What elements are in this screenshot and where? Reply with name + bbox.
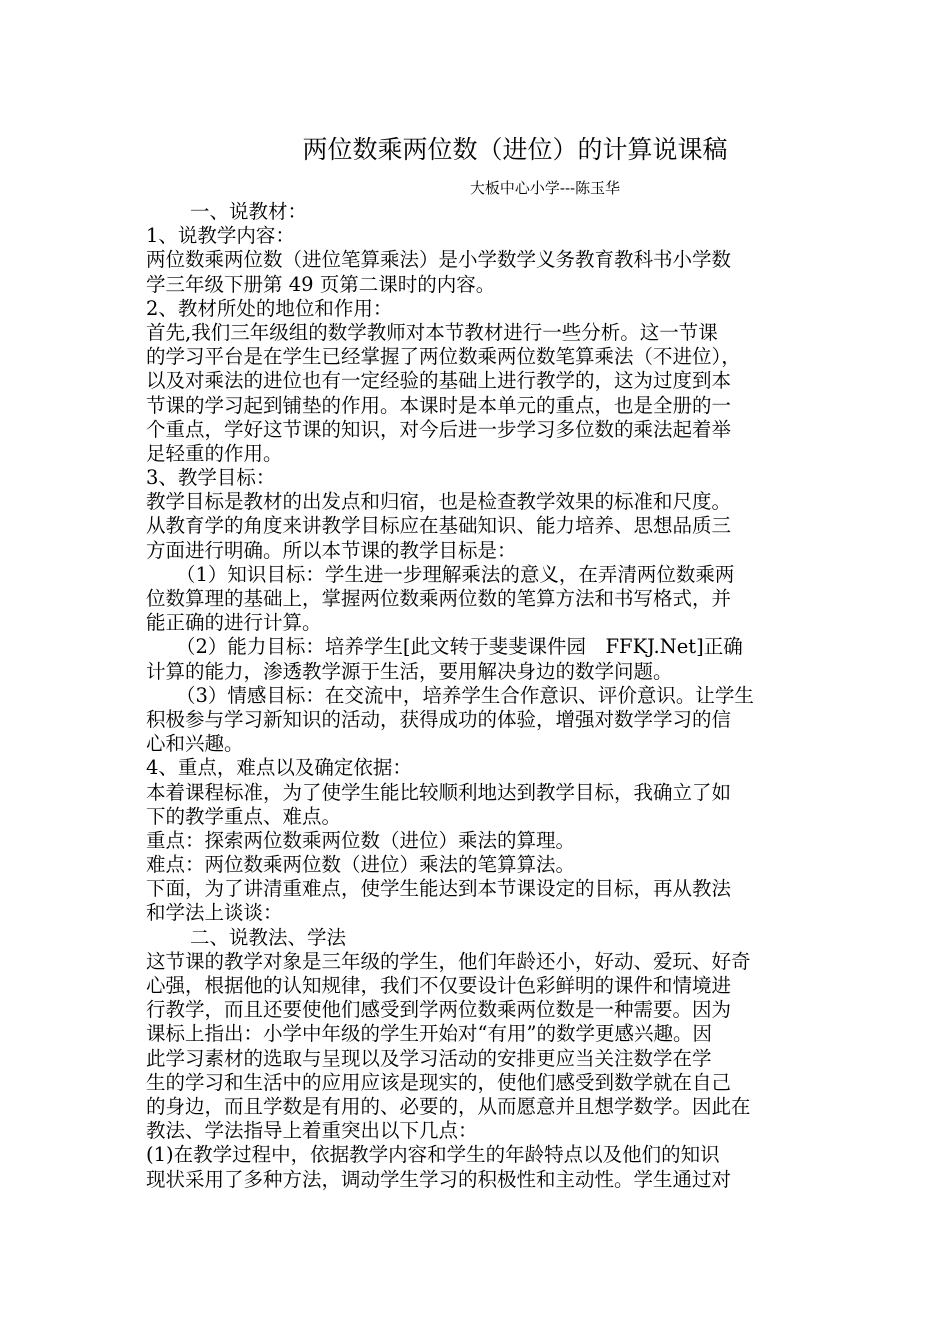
paragraph-line: 行教学，而且还要使他们感受到学两位数乘两位数是一种需要。因为 (146, 998, 732, 1022)
paragraph-line: 以及对乘法的进位也有一定经验的基础上进行教学的，这为过度到本 (146, 369, 732, 393)
paragraph-line: 能正确的进行计算。 (146, 611, 322, 635)
paragraph-line: 方面进行明确。所以本节课的教学目标是： (146, 538, 517, 562)
objective-line: （2）能力目标：培养学生[此文转于斐斐课件园 FFKJ.Net]正确 (176, 635, 743, 659)
paragraph-line: 积极参与学习新知识的活动，获得成功的体验，增强对数学学习的信 (146, 707, 732, 731)
paragraph-line: (1)在教学过程中，依据教学内容和学生的年龄特点以及他们的知识 (146, 1143, 720, 1167)
paragraph-line: 教法、学法指导上着重突出以下几点： (146, 1119, 478, 1143)
objective-line: （3）情感目标：在交流中，培养学生合作意识、评价意识。让学生 (176, 683, 754, 707)
paragraph-line: 下面，为了讲清重难点，使学生能达到本节课设定的目标，再从教法 (146, 877, 732, 901)
paragraph-line: 课标上指出：小学中年级的学生开始对“有用”的数学更感兴趣。因 (146, 1022, 712, 1046)
document-title: 两位数乘两位数（进位）的计算说课稿 (302, 135, 728, 164)
paragraph-line: 此学习素材的选取与呈现以及学习活动的安排更应当关注数学在学 (146, 1046, 712, 1070)
paragraph-line: 现状采用了多种方法，调动学生学习的积极性和主动性。学生通过对 (146, 1167, 732, 1191)
section-heading: 一、说教材： (190, 200, 308, 223)
paragraph-line: 计算的能力，渗透教学源于生活，要用解决身边的数学问题。 (146, 659, 673, 683)
paragraph-line: 这节课的教学对象是三年级的学生，他们年龄还小，好动、爱玩、好奇 (146, 949, 751, 973)
paragraph-line: 节课的学习起到铺垫的作用。本课时是本单元的重点，也是全册的一 (146, 393, 732, 417)
subsection-heading: 1、说教学内容： (146, 224, 295, 248)
paragraph-line: 重点：探索两位数乘两位数（进位）乘法的算理。 (146, 828, 576, 852)
paragraph-line: 的身边，而且学数是有用的、必要的，从而愿意并且想学数学。因此在 (146, 1094, 751, 1118)
paragraph-line: 首先,我们三年级组的数学教师对本节教材进行一些分析。这一节课 (146, 320, 718, 344)
paragraph-line: 从教育学的角度来讲教学目标应在基础知识、能力培养、思想品质三 (146, 514, 732, 538)
paragraph-line: 本着课程标准，为了使学生能比较顺利地达到教学目标，我确立了如 (146, 780, 732, 804)
paragraph-line: 足轻重的作用。 (146, 441, 283, 465)
subsection-heading: 4、重点，难点以及确定依据： (146, 756, 412, 780)
paragraph-line: 下的教学重点、难点。 (146, 804, 342, 828)
paragraph-line: 教学目标是教材的出发点和归宿，也是检查教学效果的标准和尺度。 (146, 490, 732, 514)
objective-line: （1）知识目标：学生进一步理解乘法的意义，在弄清两位数乘两 (176, 562, 735, 586)
paragraph-line: 心强，根据他的认知规律，我们不仅要设计色彩鲜明的课件和情境进 (146, 974, 732, 997)
paragraph-line: 两位数乘两位数（进位笔算乘法）是小学数学义务教育教科书小学数 (146, 248, 732, 272)
paragraph-line: 位数算理的基础上，掌握两位数乘两位数的笔算方法和书写格式，并 (146, 587, 732, 610)
paragraph-line: 难点：两位数乘两位数（进位）乘法的笔算算法。 (146, 853, 576, 877)
document-author: 大板中心小学---陈玉华 (469, 179, 621, 197)
subsection-heading: 3、教学目标： (146, 466, 276, 490)
paragraph-line: 个重点，学好这节课的知识，对今后进一步学习多位数的乘法起着举 (146, 417, 732, 441)
subsection-heading: 2、教材所处的地位和作用： (146, 296, 393, 320)
paragraph-line: 学三年级下册第 49 页第二课时的内容。 (146, 272, 496, 296)
paragraph-line: 生的学习和生活中的应用应该是现实的，使他们感受到数学就在自己 (146, 1070, 732, 1094)
paragraph-line: 的学习平台是在学生已经掌握了两位数乘两位数笔算乘法（不进位）， (146, 345, 741, 369)
paragraph-line: 心和兴趣。 (146, 732, 244, 756)
paragraph-line: 和学法上谈谈： (146, 901, 283, 925)
section-heading: 二、说教法、学法 (190, 925, 347, 949)
document-body (146, 200, 814, 1192)
